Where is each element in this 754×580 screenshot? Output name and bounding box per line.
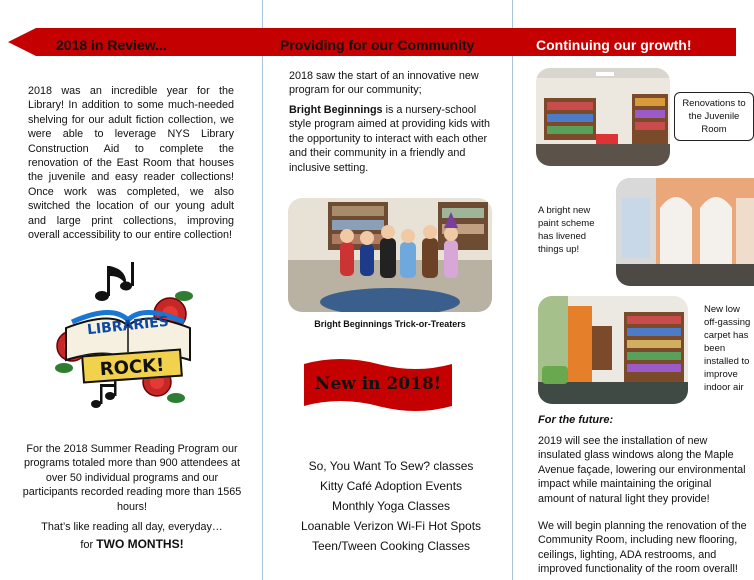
list-item: Monthly Yoga Classes xyxy=(331,499,451,513)
summer-reading-paragraph: For the 2018 Summer Reading Program our programs totaled more than 900 attendees at over 50 individual programs and our participants recorded reading more than 1565 hours! xyxy=(22,443,242,513)
program-name: Bright Beginnings xyxy=(289,104,383,116)
reading-emph: TWO MONTHS! xyxy=(96,537,184,551)
heading-review: 2018 in Review... xyxy=(56,37,167,53)
list-item: Loanable Verizon Wi-Fi Hot Spots xyxy=(300,519,482,533)
photo-caption: Bright Beginnings Trick-or-Treaters xyxy=(314,319,466,329)
carpet-photo xyxy=(538,296,688,404)
reading-for: for xyxy=(80,539,94,551)
panel-fold-left xyxy=(262,0,263,580)
future-paragraph-2: We will begin planning the renovation of the Community Room, including new flooring, ceilings, lighting, ADA restrooms, and improved functionality of the room overall! xyxy=(538,520,747,576)
heading-growth: Continuing our growth! xyxy=(536,37,692,53)
heading-community: Providing for our Community xyxy=(280,37,475,53)
community-intro: 2018 saw the start of an innovative new program for our community; xyxy=(289,70,479,97)
callout-paint: A bright new paint scheme has livened things up! xyxy=(538,205,595,255)
juvenile-room-photo xyxy=(536,68,670,166)
trick-or-treaters-photo xyxy=(288,198,492,312)
libraries-rock-logo xyxy=(52,256,202,416)
list-item: So, You Want To Sew? classes xyxy=(308,459,474,473)
new-banner-text: New in 2018! xyxy=(314,374,442,394)
review-paragraph: 2018 was an incredible year for the Library! In addition to some much-needed shelving for our adult fiction collection, we were able to leverage NYS Library Construction Aid to complete the renovation of the East Room that houses the juvenile and easy reader collections! Once work was completed, we also switched the location of our young adult and large print collections, improving overall accessibility to our entire collection! xyxy=(28,85,234,242)
callout-juvenile: Renovations to the Juvenile Room xyxy=(674,92,754,141)
future-paragraph-1: 2019 will see the installation of new insulated glass windows along the Maple Avenue façade, lowering our environmental impact while maintaining the original amount of natural light they provide! xyxy=(538,435,746,505)
logo-text-libraries: LIBRARIES xyxy=(86,313,170,339)
reading-line: That’s like reading all day, everyday… xyxy=(41,521,223,533)
reading-duration xyxy=(18,536,246,553)
program-description xyxy=(289,103,501,175)
future-heading: For the future: xyxy=(538,414,614,426)
logo-text-rock: ROCK! xyxy=(81,349,183,384)
new-items-list xyxy=(286,456,496,556)
paint-scheme-photo xyxy=(616,178,754,286)
list-item: Kitty Café Adoption Events xyxy=(319,479,463,493)
list-item: Teen/Tween Cooking Classes xyxy=(311,539,471,553)
new-in-2018-banner xyxy=(300,356,456,414)
program-desc: is a nursery-school style program aimed at providing kids with the opportunity to interact with each other and their community in a friendly and inclusive setting. xyxy=(289,104,491,174)
callout-carpet: New low off-gassing carpet has been installed to improve indoor air xyxy=(704,304,751,393)
panel-fold-right xyxy=(512,0,513,580)
